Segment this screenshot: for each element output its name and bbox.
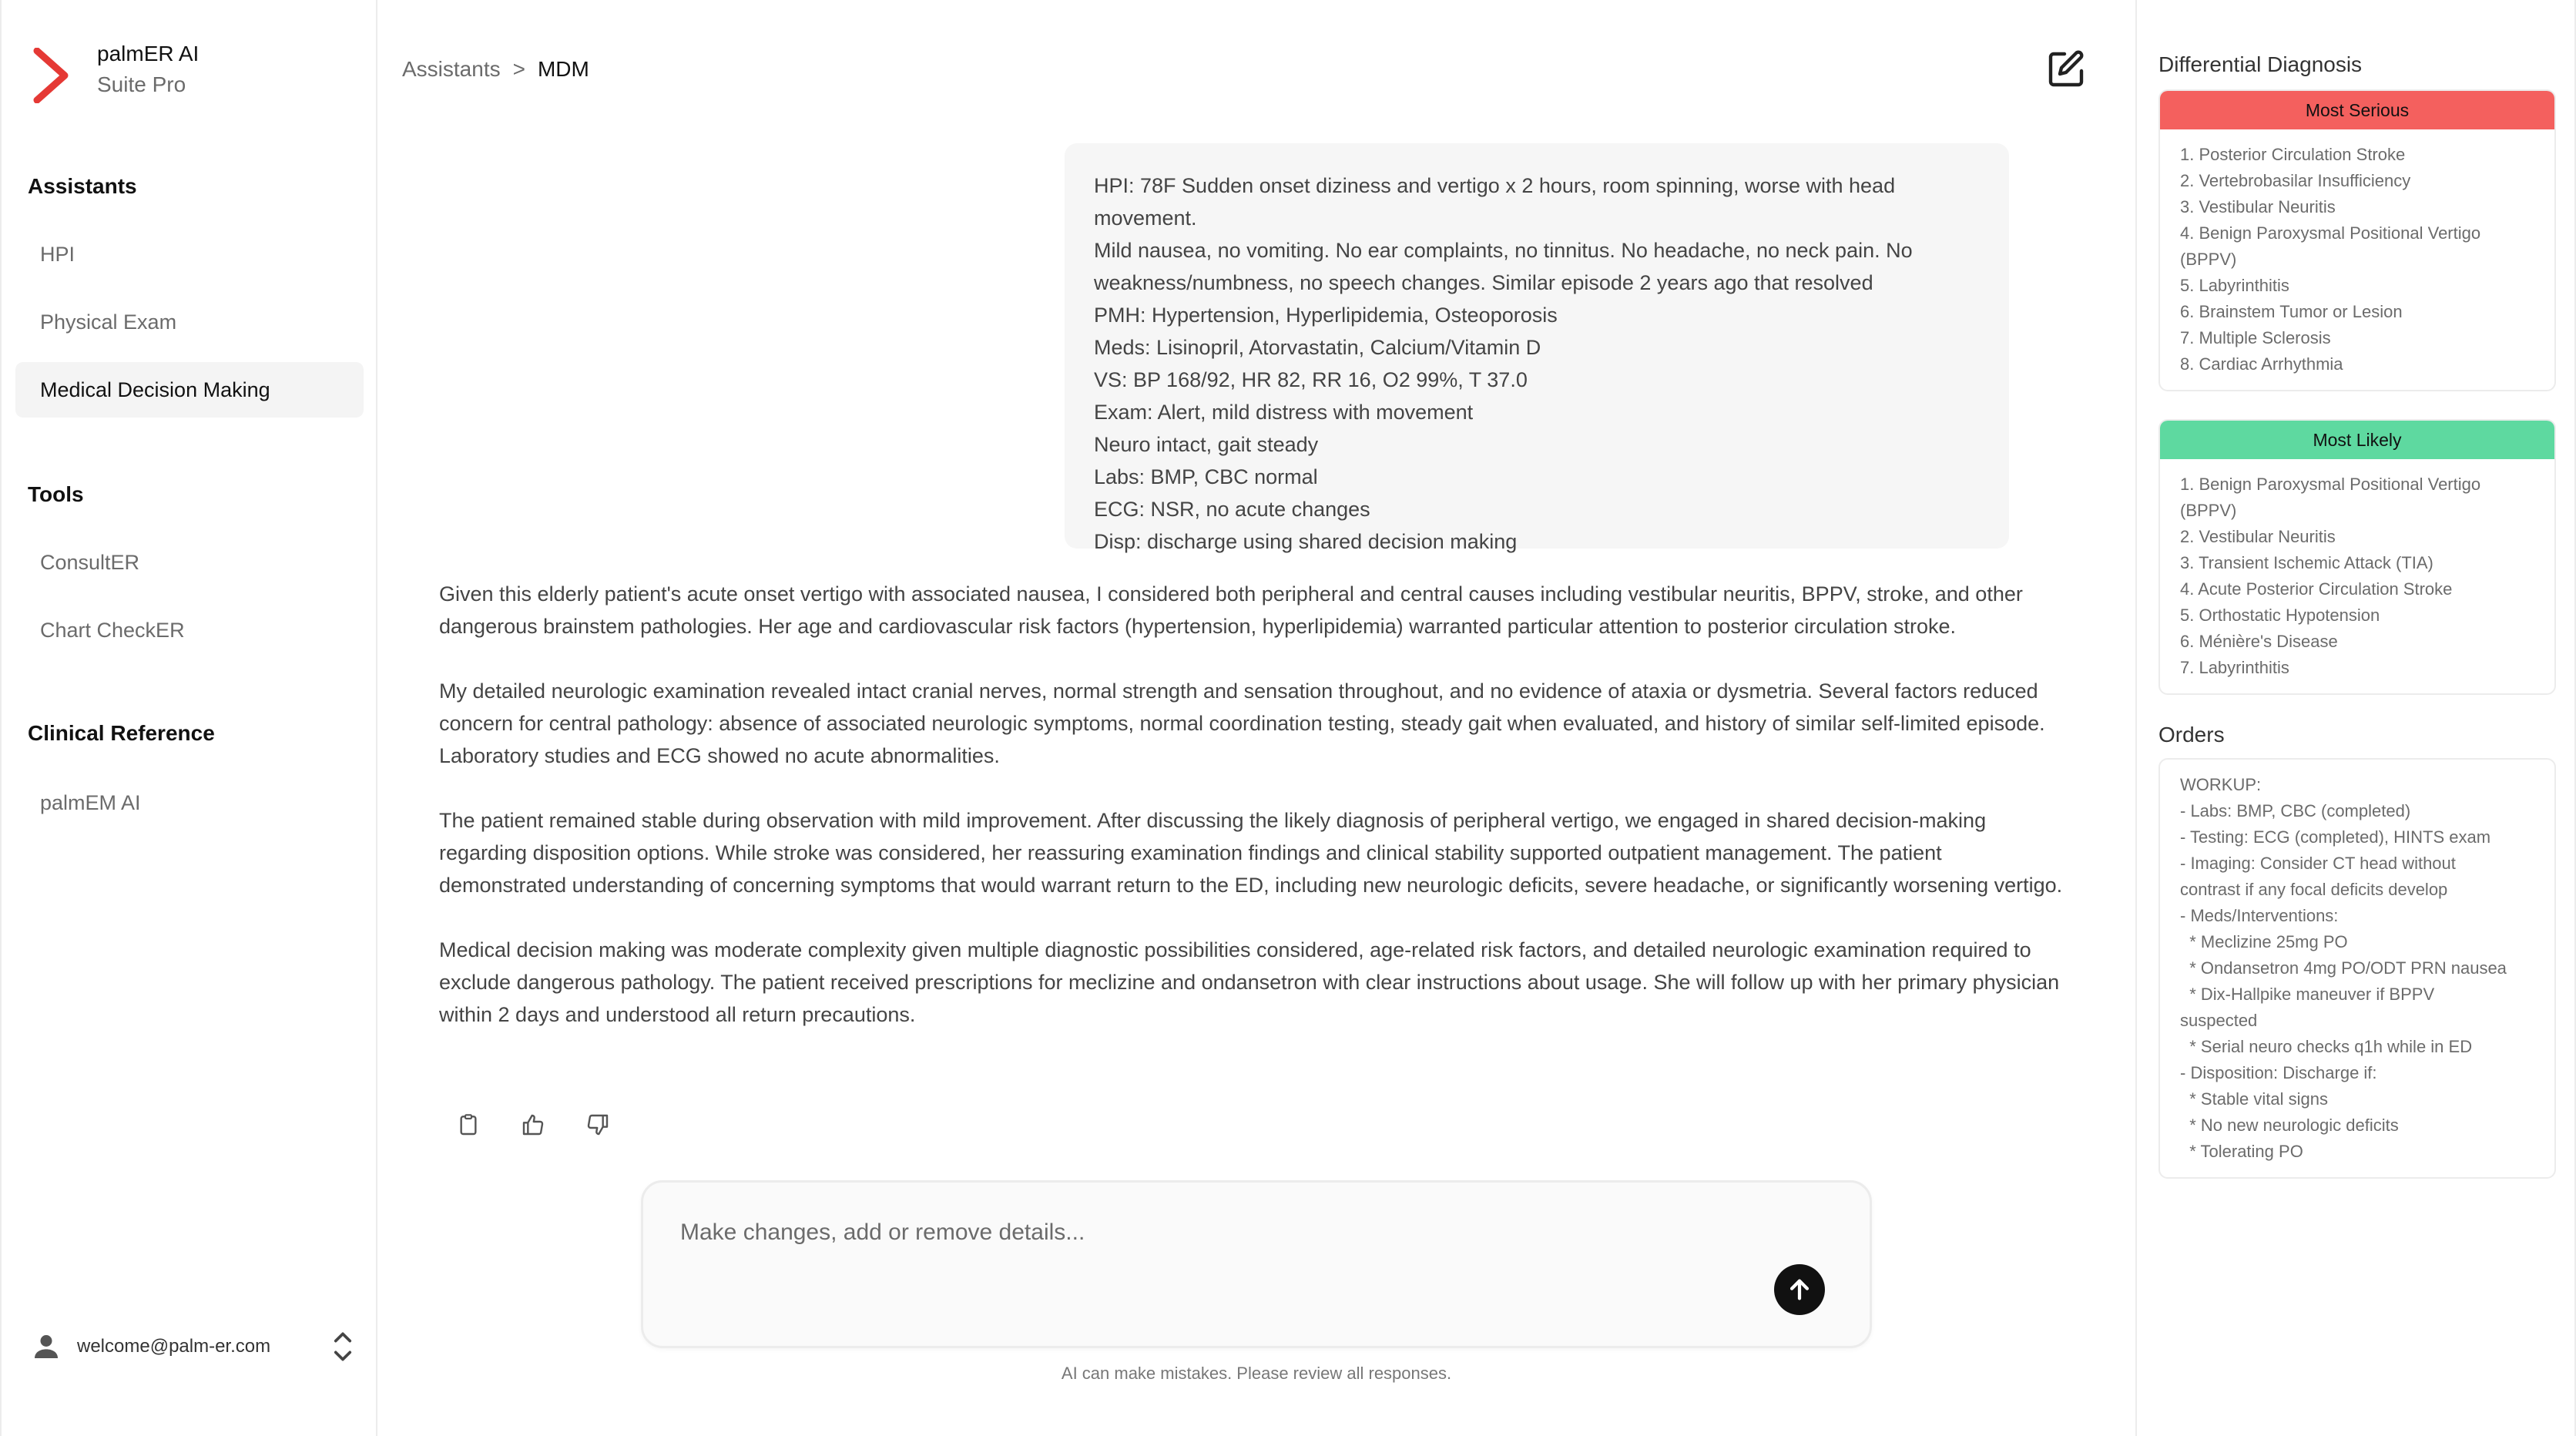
list-item: 3. Vestibular Neuritis xyxy=(2180,197,2336,216)
section-title-assistants: Assistants xyxy=(28,174,137,198)
list-item: 8. Cardiac Arrhythmia xyxy=(2180,354,2343,374)
sidebar-item-consulter[interactable]: ConsultER xyxy=(40,550,140,574)
person-icon xyxy=(31,1331,62,1362)
list-item: (BPPV) xyxy=(2180,250,2237,269)
order-line: * Meclizine 25mg PO xyxy=(2180,932,2348,951)
order-line: * Stable vital signs xyxy=(2180,1089,2328,1109)
most-likely-header: Most Likely xyxy=(2160,421,2554,459)
order-line: * Serial neuro checks q1h while in ED xyxy=(2180,1037,2473,1056)
user-message-line: weakness/numbness, no speech changes. Similar episode 2 years ago that resolved xyxy=(1094,271,1873,294)
ai-disclaimer: AI can make mistakes. Please review all responses. xyxy=(1061,1364,1452,1383)
differential-title: Differential Diagnosis xyxy=(2158,52,2363,76)
order-line: - Testing: ECG (completed), HINTS exam xyxy=(2180,827,2491,847)
list-item: 5. Orthostatic Hypotension xyxy=(2180,606,2380,625)
user-menu[interactable] xyxy=(31,1328,354,1365)
breadcrumb xyxy=(402,57,589,82)
orders-card xyxy=(2158,758,2556,1179)
user-message-line: HPI: 78F Sudden onset diziness and vertigo x 2 hours, room spinning, worse with head movement. xyxy=(1094,174,1896,230)
chevron-up-down-icon[interactable] xyxy=(331,1328,354,1365)
brand-subtitle: Suite Pro xyxy=(97,72,186,96)
breadcrumb-separator: > xyxy=(512,57,525,81)
order-line: - Meds/Interventions: xyxy=(2180,906,2339,925)
section-title-tools: Tools xyxy=(28,482,84,506)
order-line: * Tolerating PO xyxy=(2180,1142,2303,1161)
list-item: 4. Benign Paroxysmal Positional Vertigo xyxy=(2180,223,2481,243)
sidebar-item-hpi[interactable]: HPI xyxy=(40,242,75,266)
assistant-paragraph: My detailed neurologic examination revealed intact cranial nerves, normal strength and sensation throughout, and no evidence of ataxia or dysmetria. Several factors reduced concern for central pathology: absence of associated neurologic symptoms, normal coordination testing, steady gait when evaluated, and history of similar self-limited episode. Laboratory studies and ECG showed no acute abnormalities. xyxy=(439,679,2045,767)
order-line: * Ondansetron 4mg PO/ODT PRN nausea xyxy=(2180,958,2507,978)
user-message-line: ECG: NSR, no acute changes xyxy=(1094,498,1370,521)
order-line: WORKUP: xyxy=(2180,775,2262,794)
send-button[interactable] xyxy=(1774,1264,1825,1315)
most-serious-card xyxy=(2158,89,2556,391)
breadcrumb-root[interactable]: Assistants xyxy=(402,57,501,81)
assistant-paragraph: The patient remained stable during observation with mild improvement. After discussing the likely diagnosis of peripheral vertigo, we engaged in shared decision-making regarding disposition options. While stroke was considered, her reassuring examination findings and clinical stability supported outpatient management. The patient demonstrated understanding of concerning symptoms that would warrant return to the ED, including new neurologic deficits, severe headache, or significantly worsening vertigo. xyxy=(439,809,2063,897)
sidebar-item-chart-checker[interactable]: Chart CheckER xyxy=(40,618,185,642)
user-email: welcome@palm-er.com xyxy=(77,1336,271,1357)
sidebar-item-medical-decision-making[interactable]: Medical Decision Making xyxy=(15,362,364,418)
section-title-clinical-reference: Clinical Reference xyxy=(28,721,215,745)
brand-name: palmER AI xyxy=(97,42,200,65)
list-item: 5. Labyrinthitis xyxy=(2180,276,2289,295)
order-line: contrast if any focal deficits develop xyxy=(2180,880,2448,899)
breadcrumb-current: MDM xyxy=(537,57,589,81)
brand[interactable] xyxy=(31,39,199,103)
order-line: suspected xyxy=(2180,1011,2258,1030)
user-message-line: Mild nausea, no vomiting. No ear complaints, no tinnitus. No headache, no neck pain. No xyxy=(1094,239,1913,262)
assistant-response xyxy=(439,578,2072,1063)
assistant-paragraph: Given this elderly patient's acute onset vertigo with associated nausea, I considered both peripheral and central causes including vestibular neuritis, BPPV, stroke, and other dangerous brainstem pathologies. Her age and cardiovascular risk factors (hypertension, hyperlipidemia) warranted particular attention to posterior circulation stroke. xyxy=(439,582,2023,638)
order-line: - Imaging: Consider CT head without xyxy=(2180,854,2456,873)
list-item: 1. Benign Paroxysmal Positional Vertigo xyxy=(2180,475,2481,494)
list-item: (BPPV) xyxy=(2180,501,2237,520)
list-item: 2. Vestibular Neuritis xyxy=(2180,527,2336,546)
sidebar xyxy=(0,0,377,1436)
list-item: 3. Transient Ischemic Attack (TIA) xyxy=(2180,553,2433,572)
sidebar-item-palmem-ai[interactable]: palmEM AI xyxy=(40,790,141,814)
message-input[interactable] xyxy=(680,1213,1743,1252)
order-line: - Disposition: Discharge if: xyxy=(2180,1063,2377,1082)
order-line: - Labs: BMP, CBC (completed) xyxy=(2180,801,2411,820)
clinical-panel xyxy=(2135,0,2576,1436)
list-item: 1. Posterior Circulation Stroke xyxy=(2180,145,2406,164)
chevron-right-logo-icon xyxy=(31,48,71,103)
edit-square-icon[interactable] xyxy=(2044,48,2088,91)
most-serious-header: Most Serious xyxy=(2160,91,2554,129)
list-item: 6. Brainstem Tumor or Lesion xyxy=(2180,302,2403,321)
list-item: 2. Vertebrobasilar Insufficiency xyxy=(2180,171,2411,190)
list-item: 7. Labyrinthitis xyxy=(2180,658,2289,677)
list-item: 7. Multiple Sclerosis xyxy=(2180,328,2331,347)
thumbs-down-icon[interactable] xyxy=(585,1112,610,1137)
order-line: * No new neurologic deficits xyxy=(2180,1116,2399,1135)
response-actions xyxy=(456,1112,610,1137)
most-likely-card xyxy=(2158,419,2556,695)
user-message-line: Labs: BMP, CBC normal xyxy=(1094,465,1318,488)
arrow-up-icon xyxy=(1786,1277,1813,1303)
user-message-line: PMH: Hypertension, Hyperlipidemia, Osteoporosis xyxy=(1094,304,1558,327)
orders-title: Orders xyxy=(2158,723,2225,747)
user-message-line: Neuro intact, gait steady xyxy=(1094,433,1319,456)
user-message-bubble xyxy=(1065,143,2009,553)
user-message-line: Meds: Lisinopril, Atorvastatin, Calcium/Vitamin D xyxy=(1094,336,1541,359)
user-message-line: Exam: Alert, mild distress with movement xyxy=(1094,401,1474,424)
list-item: 6. Ménière's Disease xyxy=(2180,632,2338,651)
user-message-line: VS: BP 168/92, HR 82, RR 16, O2 99%, T 37.0 xyxy=(1094,368,1528,391)
sidebar-item-physical-exam[interactable]: Physical Exam xyxy=(40,310,177,334)
user-message-line: Disp: discharge using shared decision making xyxy=(1094,530,1518,553)
main-content xyxy=(377,0,2135,1436)
order-line: * Dix-Hallpike maneuver if BPPV xyxy=(2180,985,2435,1004)
thumbs-up-icon[interactable] xyxy=(521,1112,545,1137)
list-item: 4. Acute Posterior Circulation Stroke xyxy=(2180,579,2453,599)
assistant-paragraph: Medical decision making was moderate complexity given multiple diagnostic possibilities considered, age-related risk factors, and detailed neurologic examination required to exclude dangerous pathology. The patient received prescriptions for meclizine and ondansetron with clear instructions about usage. She will follow up with her primary physician within 2 days and understood all return precautions. xyxy=(439,938,2060,1026)
message-composer xyxy=(641,1180,1872,1348)
copy-icon[interactable] xyxy=(456,1112,481,1137)
